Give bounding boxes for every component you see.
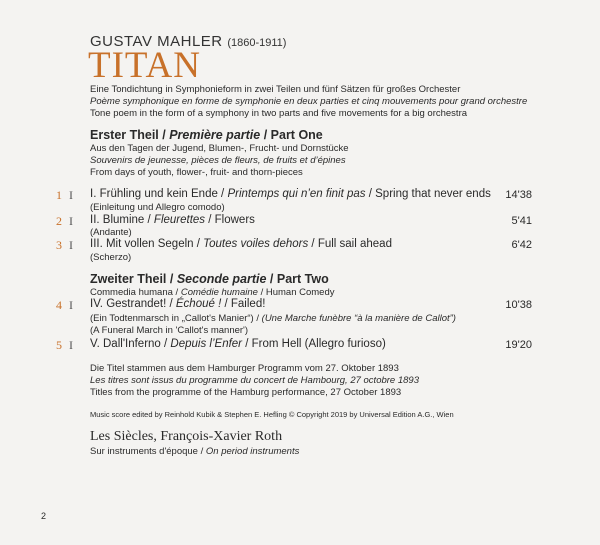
part-one-desc-fr: Souvenirs de jeunesse, pièces de fleurs, de fruits et d’épines xyxy=(90,155,346,166)
track-note-de: (Ein Todtenmarsch in „Callot's Manier“) xyxy=(90,313,254,324)
track-title-en: Full sail ahead xyxy=(317,238,392,250)
part-two-de: Zweiter Theil xyxy=(90,272,167,286)
track-title-1 xyxy=(90,188,491,200)
track-tempo-1: (Einleitung und Allegro comodo) xyxy=(90,202,225,213)
separator: / xyxy=(166,298,176,310)
track-note-4 xyxy=(90,313,456,324)
separator: / xyxy=(158,128,170,142)
track-title-de: IV. Gestrandet! xyxy=(90,298,167,310)
track-tempo-3: (Scherzo) xyxy=(90,252,132,263)
track-number-5 xyxy=(56,338,86,353)
separator: / xyxy=(197,446,206,457)
separator: / xyxy=(205,214,215,226)
track-title-5 xyxy=(90,338,386,350)
part-two-desc-en: Human Comedy xyxy=(265,287,335,298)
part-two-en: Part Two xyxy=(276,272,329,286)
part-two-desc-fr: Comédie humaine xyxy=(180,287,258,298)
track-number: 2 xyxy=(56,214,62,228)
track-divider: I xyxy=(69,238,73,252)
track-divider: I xyxy=(69,298,73,312)
part-one-desc-de: Aus den Tagen der Jugend, Blumen-, Frucht- und Dornstücke xyxy=(90,143,349,154)
subtitle-de: Eine Tondichtung in Symphonieform in zwei Teilen und fünf Sätzen für großes Orchester xyxy=(90,84,461,95)
track-tempo-2: (Andante) xyxy=(90,227,132,238)
track-number: 3 xyxy=(56,238,62,252)
part-one-fr: Première partie xyxy=(169,128,261,142)
track-title-2 xyxy=(90,214,255,226)
part-two-desc-de: Commedia humana xyxy=(90,287,173,298)
part-one-en: Part One xyxy=(270,128,323,142)
separator: / xyxy=(166,272,177,286)
separator: / xyxy=(160,338,171,350)
separator: / xyxy=(365,188,376,200)
track-title-4 xyxy=(90,298,265,310)
track-number-1 xyxy=(56,188,86,203)
performer-subtitle xyxy=(90,446,299,457)
track-title-fr: Fleurettes xyxy=(153,214,206,226)
track-divider: I xyxy=(69,338,73,352)
performer-sub-en: On period instruments xyxy=(205,446,300,457)
composer-dates: (1860-1911) xyxy=(227,37,287,49)
work-title: TITAN xyxy=(88,45,202,86)
part-one-desc-en: From days of youth, flower-, fruit- and thorn-pieces xyxy=(90,167,303,178)
performer-name: Les Siècles, François-Xavier Roth xyxy=(90,429,283,444)
copyright-credit: Music score edited by Reinhold Kubik & Stephen E. Hefling © Copyright 2019 by Universal Edition A.G., Wien xyxy=(90,410,454,419)
part-two-heading xyxy=(90,272,329,286)
track-number-3 xyxy=(56,238,86,253)
separator: / xyxy=(217,188,228,200)
track-title-3 xyxy=(90,238,392,250)
track-number-4 xyxy=(56,298,86,313)
track-duration-3: 6'42 xyxy=(511,239,532,251)
track-duration-4: 10'38 xyxy=(505,299,532,311)
track-note-fr: (Une Marche funèbre “à la manière de Callot”) xyxy=(261,313,456,324)
track-divider: I xyxy=(69,188,73,202)
program-note-en: Titles from the programme of the Hamburg performance, 27 October 1893 xyxy=(90,387,402,398)
page-number: 2 xyxy=(41,511,47,521)
track-title-fr: Depuis l’Enfer xyxy=(170,338,243,350)
part-two-fr: Seconde partie xyxy=(176,272,267,286)
separator: / xyxy=(242,338,252,350)
track-duration-5: 19'20 xyxy=(505,339,532,351)
separator: / xyxy=(221,298,231,310)
separator: / xyxy=(257,287,266,298)
subtitle-fr: Poème symphonique en forme de symphonie en deux parties et cinq mouvements pour grand orchestre xyxy=(90,96,528,107)
track-duration-2: 5'41 xyxy=(511,215,532,227)
separator: / xyxy=(144,214,154,226)
track-number: 4 xyxy=(56,298,62,312)
program-note-fr: Les titres sont issus du programme du concert de Hambourg, 27 octobre 1893 xyxy=(90,375,419,386)
separator: / xyxy=(260,128,271,142)
track-number: 1 xyxy=(56,188,62,202)
track-title-en: Failed! xyxy=(230,298,266,310)
separator: / xyxy=(266,272,277,286)
separator: / xyxy=(193,238,204,250)
track-title-de: V. Dall'Inferno xyxy=(90,338,161,350)
track-title-fr: Toutes voiles dehors xyxy=(203,238,309,250)
track-title-en: Spring that never ends xyxy=(375,188,491,200)
track-title-fr: Échoué ! xyxy=(175,298,222,310)
separator: / xyxy=(308,238,318,250)
subtitle-en: Tone poem in the form of a symphony in two parts and five movements for a big orchestra xyxy=(90,108,468,119)
track-title-de: I. Frühling und kein Ende xyxy=(90,188,218,200)
track-title-de: III. Mit vollen Segeln xyxy=(90,238,194,250)
track-number-2 xyxy=(56,214,86,229)
track-title-de: II. Blumine xyxy=(90,214,145,226)
part-one-heading xyxy=(90,128,323,142)
track-number: 5 xyxy=(56,338,62,352)
track-divider: I xyxy=(69,214,73,228)
program-note-de: Die Titel stammen aus dem Hamburger Programm vom 27. Oktober 1893 xyxy=(90,363,399,374)
track-title-fr: Printemps qui n’en finit pas xyxy=(227,188,366,200)
performer-sub-fr: Sur instruments d'époque xyxy=(90,446,198,457)
composer-name: GUSTAV MAHLER xyxy=(90,33,223,50)
separator: / xyxy=(172,287,181,298)
track-title-en: Flowers xyxy=(214,214,255,226)
track-duration-1: 14'38 xyxy=(505,189,532,201)
track-title-en: From Hell (Allegro furioso) xyxy=(251,338,386,350)
track-note-en-4: (A Funeral March in 'Callot's manner') xyxy=(90,325,249,336)
part-one-de: Erster Theil xyxy=(90,128,159,142)
separator: / xyxy=(253,313,262,324)
